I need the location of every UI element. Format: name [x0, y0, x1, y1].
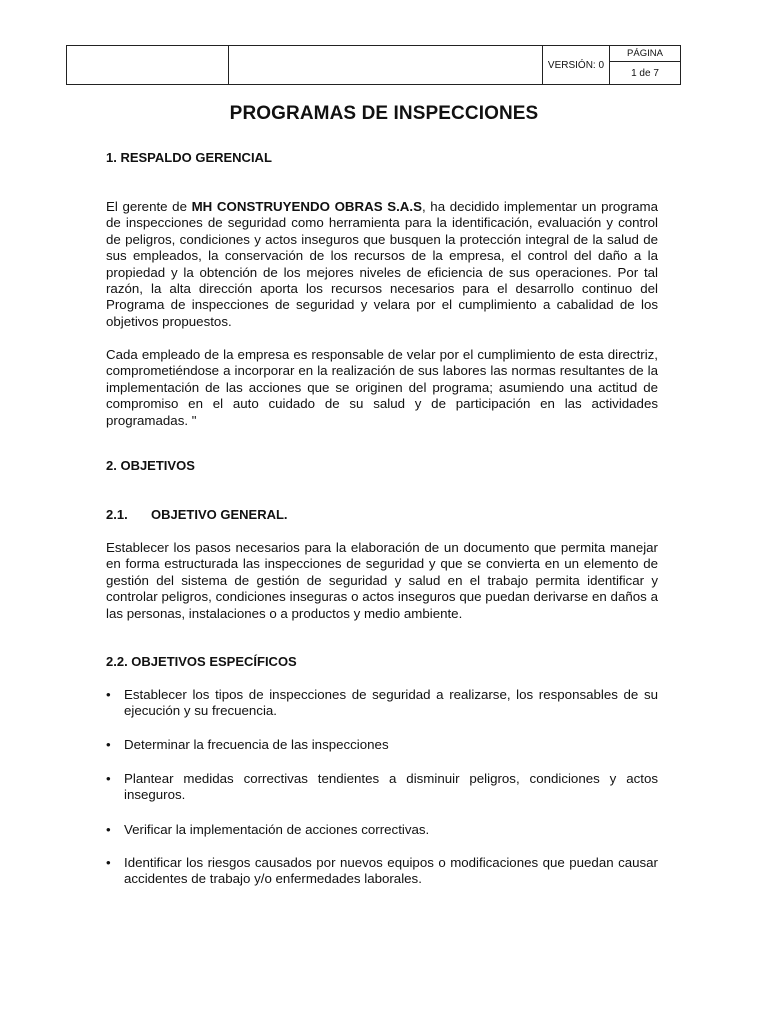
- document-title: PROGRAMAS DE INSPECCIONES: [229, 103, 539, 124]
- list-item-text: Verificar la implementación de acciones correctivas.: [124, 822, 430, 837]
- bullet-icon: •: [106, 737, 111, 752]
- section1-paragraph-2: Cada empleado de la empresa es responsable de velar por el cumplimiento de esta directriz, comprometiéndose a incorporar en la realización de sus labores las normas resultantes de la implementación de las acciones que se originen del programa; asumiendo una actitud de compromiso en el auto cuidado de su salud y de participación en las actividades programadas. ": [106, 347, 658, 428]
- objectives-specific-heading: 2.2. OBJETIVOS ESPECÍFICOS: [106, 654, 297, 669]
- header-title-cell: [229, 46, 543, 84]
- bullet-icon: •: [106, 771, 111, 786]
- section1-p1-rest: , ha decidido implementar un programa de inspecciones de seguridad como herramienta para la identificación, evaluación y control de peligros, condiciones y actos inseguros que busquen la protección integral de la salud de sus empleados, la conservación de los recursos de la empresa, el control del daño a la propiedad y la obtención de los mejores niveles de eficiencia de sus operaciones. Por tal razón, la alta dirección aporta los recursos necesarios para el desarrollo continuo del Programa de inspecciones de seguridad y velara por el cumplimiento a cabalidad de los objetivos propuestos.: [106, 199, 658, 329]
- section1-heading: 1. RESPALDO GERENCIAL: [106, 150, 272, 165]
- version-label: VERSIÓN: 0: [547, 59, 605, 71]
- objective-general-text: Establecer los pasos necesarios para la elaboración de un documento que permita manejar en forma estructurada las inspecciones de seguridad y que se convierta en un elemento de gestión del sistema de gestión de seguridad y salud en el trabajo permita identificar y controlar peligros, condiciones inseguras o actos inseguros que puedan derivarse en daños a las personas, instalaciones o a productos y medio ambiente.: [106, 540, 658, 621]
- header-table: [66, 45, 681, 85]
- page-label: PÁGINA: [627, 48, 663, 59]
- version-cell: [543, 46, 610, 84]
- section1-p1-intro: El gerente de: [106, 199, 192, 214]
- section1-paragraph-1: [106, 199, 658, 330]
- company-name: MH CONSTRUYENDO OBRAS S.A.S: [191, 199, 422, 214]
- list-item: [106, 771, 658, 804]
- list-item-text: Plantear medidas correctivas tendientes a disminuir peligros, condiciones y actos inseguros.: [124, 771, 658, 803]
- section2-heading: 2. OBJETIVOS: [106, 458, 195, 473]
- objective-general-heading: [106, 507, 288, 522]
- bullet-icon: •: [106, 687, 111, 702]
- page-cell: [610, 46, 680, 84]
- objective-general-title: OBJETIVO GENERAL.: [151, 507, 288, 522]
- header-logo-cell: [67, 46, 229, 84]
- list-item: [106, 687, 658, 720]
- bullet-icon: •: [106, 822, 111, 837]
- list-item: [106, 737, 658, 753]
- list-item-text: Establecer los tipos de inspecciones de seguridad a realizarse, los responsables de su ejecución y su frecuencia.: [124, 687, 658, 719]
- objective-general-number: 2.1.: [106, 507, 128, 522]
- page-value: 1 de 7: [631, 67, 659, 79]
- bullet-icon: •: [106, 855, 111, 870]
- list-item-text: Determinar la frecuencia de las inspecciones: [124, 737, 389, 752]
- list-item: [106, 822, 658, 838]
- list-item: [106, 855, 658, 888]
- list-item-text: Identificar los riesgos causados por nuevos equipos o modificaciones que puedan causar accidentes de trabajo y/o enfermedades laborales.: [124, 855, 658, 887]
